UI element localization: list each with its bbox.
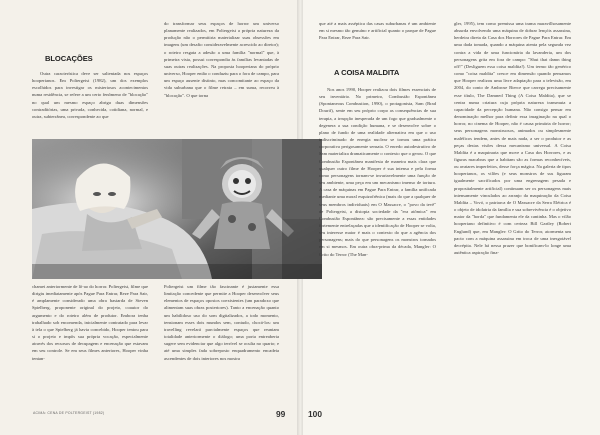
photo-caption: ACIMA: CENA DE POLTERGEIST (1982) [33, 411, 105, 415]
right-col1-top-text: que até a mais asséptica das casas suburbanas é um ambiente em si mesmo tão genuíno e artificial quanto o parque de Pague Para Entrar, Reze Para Sair. [319, 21, 436, 41]
page-number-left: 99 [276, 409, 286, 419]
left-col1-top-text: Outra característica deve ser salientada nos espaços hooperianos. Em Poltergeist (1982), um dos exemplos escolhidos para investigar os misteriosos acontecimentos numa residência, se refere a um certo fenômeno de "blocação" no qual um mesmo espaço abriga duas dimensões contraditórias, uma privada, conhecida, cotidiana, normal, e outra, subterrânea, correspondente ao que [32, 71, 148, 119]
section-heading-blocacoes: BLOCAÇÕES [45, 54, 93, 63]
right-col1-bottom-text: Nos anos 1990, Hooper realizou dois filmes essenciais de seu inventário. No primeiro, Combustão Espontânea (Spontaneous Combustion, 1990), o protagonista, Sam (Brad Dourif), sente em seu próprio corpo as consequências de sua terapia, a irrupção inesperada de um fogo que gradualmente o degenera a sua condição humana, e se desenvolve sobre o plano de fundo de uma realidade alternativa em que o uso indiscriminado de energia nuclear se tornou uma prática corporativa perigosamente sensata. O enredo autodestrutivo de Sam materializa dramaticamente o contexto que o gerou. O que Combustão Espontânea manifesta de maneira mais clara que qualquer outro filme de Hooper é sua intensa e pela forma como personagens tornam-se invariavelmente uma função de seu ambiente, uma peça em um mecanismo imenso de tortura. A casa de máquinas em Pague Para Entrar, a família unificada mediante uma moral esquizofrênica (mais do que a qualquer de seus membros individuais) em O Massacre, o "povo da tevê" de Poltergeist, a distopia sociedade da "era atômica" em Combustão Espontânea: são precisamente a essas entidades fortemente entrelaçadas que a identificação de Hooper se volta, seu interesse maior é mais o contexto do que a agência dos personagens; mais do que personagens os monstros tornados em si mesmos. Em outra obra-prima da década, Mangler: O Grito do Terror (The Man- [319, 87, 436, 257]
film-still-image [32, 139, 322, 279]
section-heading-coisa-maldita: A COISA MALDITA [334, 68, 400, 77]
right-col2-text: gler, 1995), tem como premissa uma trama maravilhosamente absurda envolvendo uma máquina de dobrar lençóis assassina, herdeira direta da Casa dos Horrores de Pague Para Entrar. Em uma dada tomada, quando a máquina atenta pela segunda vez contra a vida de uma funcionária da lavanderia, um dos personagens grita em fora de campo: "Shut that damn thing off!" (Desliguem essa coisa maldita!). Um termo tão genérico como "coisa maldita" cresce em dimensão quando pensamos que Hooper realizou uma livre adaptação para a televisão, em 2004, do conto de Ambrose Bierce que carrega precisamente esse título, The Damned Thing (A Coisa Maldita), que se centra numa criatura cuja própria natureza transmuta a capacidade da percepção humana. Não consigo pensar em denominação melhor para definir essa imaginação na qual o horror, no cinema de Hooper, não é causa primária de horror; seus personagens monstruosos, animados ou simplesmente maléficos tendem, antes de mais nada, a ser o produtor e as peças destas visões dessa mecanismo universal. A Coisa Maldita é a maquinaria que move a Casa dos Horrores, e as figuras macabras que a habitam são as formas reconhecíveis, ou avatares imperfeitos, desse força mágica. Na galeria de tipos hooperianos, os vilões (e seus monstros de sus figuram igualmente sacrificados por uma engrenagem pesada e propositalmente artificial) continuam ser os personagens mais intensamente vinculados ao arranjo da maquinação da Coisa Maldita – Vovó, o patriarca de O Massacre da Serra Elétrica é o objeto de idolatria da família e sua sobrevivência é o objetivo maior da "horda" que fundamenta ele da cantinha. Mas o vilão hooperiano definitivo é com certeza Bill Gartley (Robert Englund) que, em Mangler: O Grito do Terror, atormenta um pacto com a máquina assassina em troca de uma inesgotável decrépita. Nele há nessa prazer que bonificam-lo longe uma autêntica aspiração fina- [454, 21, 571, 255]
left-col2-top-text: do transformar seus espaços de horror um universo planamente realizados, em Poltergeist a própria natureza da produção não o permitiria materializar suas obsessões em imagens (um desafio consideravelmente acrescido ao diretor); o roteiro resgata a adesão a uma família "normal" que, à primeira vista, possui correspondia às famílias levantadas de suas outras realizações. Na proposta hooperiana do próprio universo, Hooper então o conduziu para o fora de campo, para um espaço ausente distinto, mas concomitante ao espaço da vida suburbana que o filme retrata – em suma, recorreu à "blocação". O que torna [164, 21, 279, 98]
left-col1-bottom-text: chamei anteriormente de lô-ao do horror. Poltergeist, filme que dirigiu imediatamente após Pague Para Entrar, Reze Para Sair, é amplamente considerado uma obra bastarda de Steven Spielberg, proponente original do projeto, coautor do argumento e do roteiro além de produtor. Embora tenha trabalhado sob encomenda, inicialmente contratado para levar à tela o que Spielberg já havia concebido, Hooper tentou para si o projeto e impôs sua própria vocação, especialmente através dos recursos de decupagem e encenação que estavam em seu controle. Se em seus filmes anteriores, Hooper vinha tentan- [32, 284, 148, 361]
left-col2-bottom-text: Poltergeist um filme tão fascinante é justamente essa limitação concedente que permite a Hooper desenvolver seus elementos de espaços opostos coexistentes (um paradoxo que alimentam suas obras posteriores). Tanto a encenação quanto um habilidoso uso do som digitalizados, a todo momento, tensionam esses dois mundos sem, contudo, chocá-los: um travelling revelará parcialmente espaços que reuniam totalidade anteriormente o diálogo; uma porta entreaberta sugere sem evidenciar que algo terrível se oculta no quarto; e até uma simples fada sobreposto enquadramento encadeia ascendentes de dois interiores nos mostra [164, 284, 279, 361]
page-number-right: 100 [308, 409, 322, 419]
film-still-photo [32, 139, 322, 279]
